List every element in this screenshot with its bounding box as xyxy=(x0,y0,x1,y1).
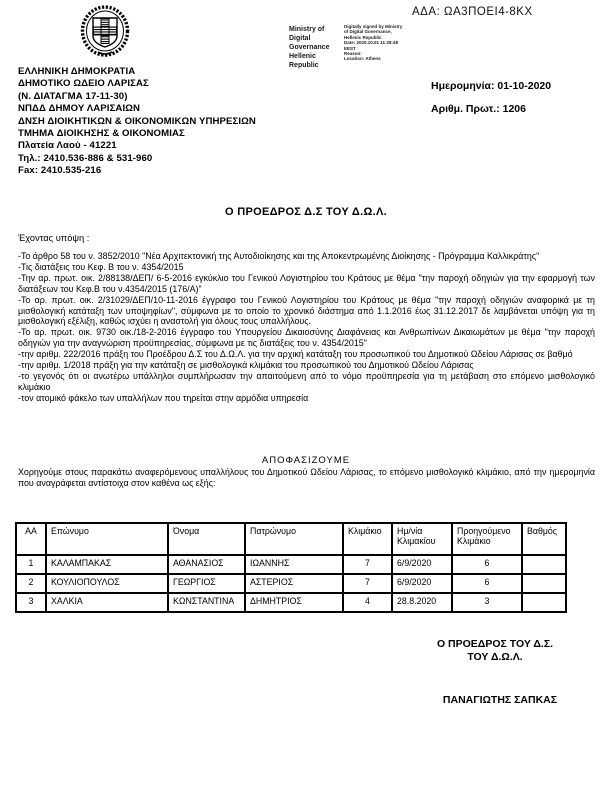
cell-previous-grade: 3 xyxy=(452,593,522,612)
col-header-aa: ΑΑ xyxy=(16,523,46,555)
consideration-item: -την αριθμ. 1/2018 πράξη για την κατάταξη σε μισθολογικά κλιμάκια του προσωπικού του Δημοτικού Ωδείου Λάρισας xyxy=(18,360,474,371)
col-header-rank: Βαθμός xyxy=(522,523,566,555)
document-date xyxy=(431,80,551,92)
protocol-number xyxy=(431,103,526,115)
letterhead-line: ΔΗΜΟΤΙΚΟ ΩΔΕΙΟ ΛΑΡΙΣΑΣ xyxy=(18,78,149,90)
letterhead-line: Πλατεία Λαού - 41221 xyxy=(18,140,117,152)
cell-name: ΑΘΑΝΑΣΙΟΣ xyxy=(168,555,245,574)
stamp-detail-line: Date: 2020.10.01 11:28:48 xyxy=(344,40,399,46)
decision-text: Χορηγούμε στους παρακάτω αναφερόμενους υπαλλήλους του Δημοτικού Ωδείου Λάρισας, το επόμενο μισθολογικό κλιμάκιο, από την ημερομηνία που αναγράφεται αντίστοιχα στον καθένα ως εξής: xyxy=(18,467,595,488)
decision-heading: ΑΠΟΦΑΣΙΖΟΥΜΕ xyxy=(261,455,351,466)
cell-surname: ΚΟΥΛΙΟΠΟΥΛΟΣ xyxy=(46,574,168,593)
stamp-detail-line: Location: Athens xyxy=(344,56,381,62)
cell-previous-grade: 6 xyxy=(452,555,522,574)
letterhead xyxy=(18,66,256,178)
closing-line: ΤΟΥ Δ.Ω.Λ. xyxy=(467,651,523,663)
stamp-detail-line: Hellenic Republic xyxy=(344,34,382,40)
cell-rank xyxy=(522,555,566,574)
consideration-item: -την αριθμ. 222/2016 πράξη του Προέδρου Δ.Σ του Δ.Ω.Λ. για την αρχική κατάταξη του προσωπικού του Δημοτικού Ωδείου Λάρισας σε βαθμό xyxy=(18,349,573,360)
letterhead-line: ΝΠΔΔ ΔΗΜΟΥ ΛΑΡΙΣΑΙΩΝ xyxy=(18,103,141,115)
signer-name: ΠΑΝΑΓΙΩΤΗΣ ΣΑΠΚΑΣ xyxy=(442,694,558,706)
col-header-surname: Επώνυμο xyxy=(46,523,168,555)
considerations-list xyxy=(18,251,595,404)
cell-aa: 1 xyxy=(16,555,46,574)
closing-title xyxy=(405,638,585,664)
stamp-agency-line: Governance xyxy=(289,44,330,51)
stamp-detail-line: of Digital Governance, xyxy=(344,29,392,35)
letterhead-line: Τηλ.: 2410.536-886 & 531-960 xyxy=(18,152,153,164)
cell-aa: 2 xyxy=(16,574,46,593)
col-header-name: Όνομα xyxy=(168,523,245,555)
col-header-grade-date: Ημ/νία Κλιμακίου xyxy=(392,523,452,555)
cell-rank xyxy=(522,593,566,612)
cell-surname: ΚΑΛΑΜΠΑΚΑΣ xyxy=(46,555,168,574)
protocol-label: Αριθμ. Πρωτ.: xyxy=(431,103,500,115)
col-header-patronym: Πατρώνυμο xyxy=(245,523,343,555)
consideration-item: -Το αρ. πρωτ. οικ. 9730 οικ./18-2-2016 έγγραφο του Υπουργείου Δικαιοσύνης Διαφάνειας και Ανθρωπίνων Δικαιωμάτων με θέμα "την παροχή οδηγιών για την αναγνώριση προϋπηρεσίας, σύμφωνα με τις διατάξεις του ν. 4354/2015" xyxy=(18,327,595,349)
consideration-item: -Το άρθρο 58 του ν. 3852/2010 "Νέα Αρχιτεκτονική της Αυτοδιοίκησης και της Αποκεντρωμένης Διοίκησης - Πρόγραμμα Καλλικράτης" xyxy=(18,251,540,261)
cell-name: ΚΩΝΣΤΑΝΤΙΝΑ xyxy=(168,593,245,612)
consideration-item: -Την αρ. πρωτ. οικ. 2/88138/ΔΕΠ/ 6-5-2016 εγκύκλιο του Γενικού Λογιστηρίου του Κράτους με θέμα "την παροχή οδηγιών για την εφαρμογή των διατάξεων του Κεφ.Β του ν.4354/2015 (176/Α)" xyxy=(18,272,595,294)
emblem-svg xyxy=(74,5,136,61)
stamp-detail-line: Reason: xyxy=(344,51,362,57)
col-header-previous-grade: Προηγούμενο Κλιμάκιο xyxy=(452,523,522,555)
ada-code: ΑΔΑ: ΩΑ3ΠΟΕΙ4-8ΚΧ xyxy=(412,6,533,18)
cell-patronym: ΔΗΜΗΤΡΙΟΣ xyxy=(245,593,343,612)
table-row xyxy=(16,593,566,612)
consideration-item: -Τις διατάξεις του Κεφ. Β του ν. 4354/2015 xyxy=(18,261,184,272)
letterhead-line: Fax: 2410.535-216 xyxy=(18,165,102,177)
letterhead-line: ΤΜΗΜΑ ΔΙΟΙΚΗΣΗΣ & ΟΙΚΟΝΟΜΙΑΣ xyxy=(18,128,185,140)
cell-grade-date: 6/9/2020 xyxy=(392,574,452,593)
cell-grade: 7 xyxy=(343,574,392,593)
table-header-row xyxy=(16,523,566,555)
cell-previous-grade: 6 xyxy=(452,574,522,593)
document-title: Ο ΠΡΟΕΔΡΟΣ Δ.Σ ΤΟΥ Δ.Ω.Λ. xyxy=(225,206,387,218)
digital-signature-agency xyxy=(289,25,347,70)
date-label: Ημερομηνία: xyxy=(431,80,495,92)
cell-name: ΓΕΩΡΓΙΟΣ xyxy=(168,574,245,593)
protocol-value: 1206 xyxy=(502,103,526,115)
table-row xyxy=(16,555,566,574)
having-regard-intro: Έχοντας υπόψη : xyxy=(18,233,90,243)
salary-grade-table xyxy=(15,522,567,613)
date-value: 01-10-2020 xyxy=(497,80,552,92)
cell-grade: 7 xyxy=(343,555,392,574)
digital-signature-details xyxy=(344,24,414,62)
stamp-detail-line: EEST xyxy=(344,45,356,51)
cell-rank xyxy=(522,574,566,593)
stamp-detail-line: Digitally signed by Ministry xyxy=(344,24,403,29)
cell-grade-date: 28.8.2020 xyxy=(392,593,452,612)
letterhead-line: ΔΝΣΗ ΔΙΟΙΚΗΤΙΚΩΝ & ΟΙΚΟΝΟΜΙΚΩΝ ΥΠΗΡΕΣΙΩΝ xyxy=(18,115,256,127)
table-row xyxy=(16,574,566,593)
letterhead-line: ΕΛΛΗΝΙΚΗ ΔΗΜΟΚΡΑΤΙΑ xyxy=(18,66,136,77)
cell-aa: 3 xyxy=(16,593,46,612)
closing-line: Ο ΠΡΟΕΔΡΟΣ ΤΟΥ Δ.Σ. xyxy=(436,638,554,650)
cell-patronym: ΙΩΑΝΝΗΣ xyxy=(245,555,343,574)
stamp-agency-line: Hellenic Republic xyxy=(289,53,319,69)
cell-patronym: ΑΣΤΕΡΙΟΣ xyxy=(245,574,343,593)
cell-grade-date: 6/9/2020 xyxy=(392,555,452,574)
col-header-grade: Κλιμάκιο xyxy=(343,523,392,555)
cell-surname: ΧΑΛΚΙΑ xyxy=(46,593,168,612)
consideration-item: -το γεγονός ότι οι ανωτέρω υπάλληλοι συμπλήρωσαν την απαιτούμενη από το νόμο προϋπηρεσία για τη μετάβαση στο επόμενο μισθολογικό κλιμάκιο xyxy=(18,370,595,392)
consideration-item: -τον ατομικό φάκελο των υπαλλήλων που τηρείται στην αρμόδια υπηρεσία xyxy=(18,392,309,403)
stamp-agency-line: Ministry of Digital xyxy=(289,26,325,42)
consideration-item: -Το αρ. πρωτ. οικ. 2/31029/ΔΕΠ/10-11-2016 έγγραφο του Γενικού Λογιστηρίου του Κράτους με θέμα "την παροχή οδηγιών αναφορικά με τη μισθολογική κατάταξη των υποψηφίων", σύμφωνα με το οποίο το χρονικό διάστημα από 1.1.2016 έως 31.12.2017 δε λαμβάνεται υπόψη για τη μισθολογική εξέλιξη, καθώς ισχύει η αναστολή για όλους τους υπαλλήλους. xyxy=(18,294,595,327)
letterhead-line: (Ν. ΔΙΑΤΑΓΜΑ 17-11-30) xyxy=(18,90,128,102)
hellenic-republic-emblem-icon xyxy=(74,5,136,61)
cell-grade: 4 xyxy=(343,593,392,612)
